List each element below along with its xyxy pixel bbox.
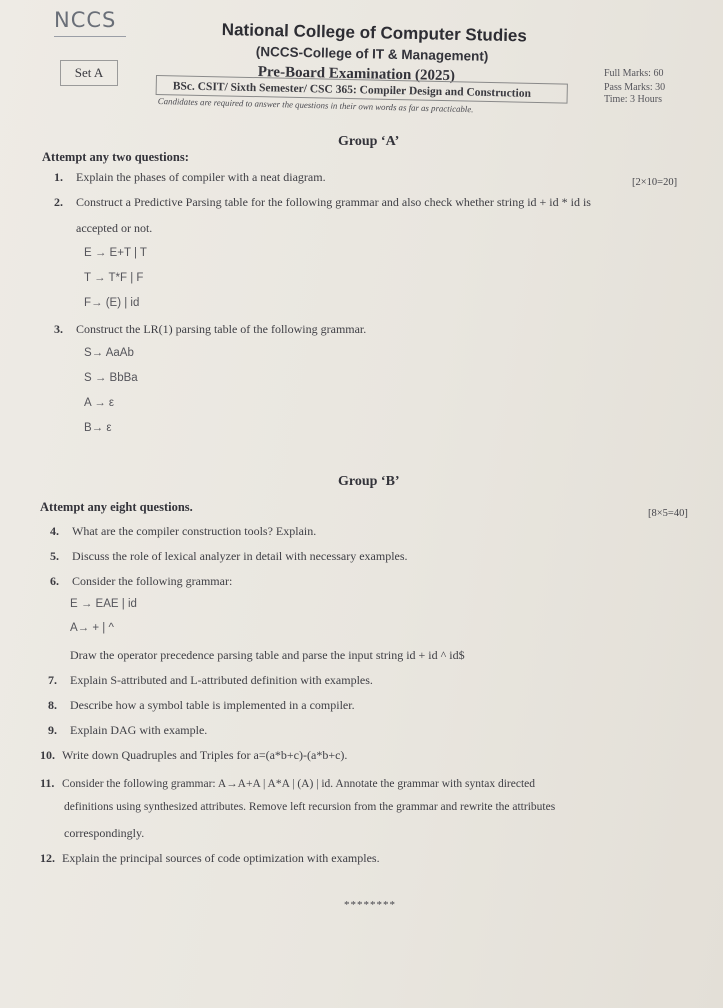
- question-text: Construct the LR(1) parsing table of the following grammar.: [76, 322, 367, 336]
- question-text: Explain S-attributed and L-attributed definition with examples.: [70, 673, 373, 687]
- college-subtitle: (NCCS-College of IT & Management): [255, 44, 489, 64]
- question-text: What are the compiler construction tools? Explain.: [72, 524, 317, 538]
- question-number: 8.: [48, 698, 57, 712]
- question-number: 9.: [48, 723, 57, 737]
- question-number: 3.: [54, 322, 63, 336]
- logo-rule: [54, 36, 126, 37]
- question-11-continued: correspondingly.: [64, 826, 145, 840]
- question-text: Consider the following grammar:: [72, 574, 233, 588]
- question-text: Describe how a symbol table is implemented in a compiler.: [70, 698, 355, 712]
- end-marker: ********: [344, 899, 396, 911]
- question-text: Write down Quadruples and Triples for a=(a*b+c)-(a*b+c).: [62, 748, 348, 762]
- grammar-rule: A→ + | ^: [70, 622, 114, 634]
- question-11: [40, 776, 535, 791]
- college-logo: NCCS: [54, 8, 117, 32]
- question-4: [50, 524, 316, 539]
- group-a-title: Group ‘A’: [338, 134, 400, 149]
- exam-time: Time: 3 Hours: [604, 94, 662, 105]
- question-number: 10.: [40, 748, 55, 762]
- grammar-rule: E → EAE | id: [70, 598, 137, 610]
- question-6-task: Draw the operator precedence parsing table and parse the input string id + id ^ id$: [70, 648, 465, 662]
- question-text: Explain the principal sources of code optimization with examples.: [62, 851, 380, 865]
- question-5: [50, 549, 408, 564]
- question-number: 1.: [54, 170, 63, 184]
- question-6: [50, 574, 232, 589]
- grammar-rule: S → BbBa: [84, 372, 138, 384]
- college-name: National College of Computer Studies: [221, 20, 528, 46]
- question-11-continued: definitions using synthesized attributes. Remove left recursion from the grammar and rewrite the attributes: [64, 801, 556, 813]
- question-number: 11.: [40, 776, 55, 790]
- question-number: 7.: [48, 673, 57, 687]
- pass-marks: Pass Marks: 30: [604, 82, 666, 93]
- group-b-marks: [8×5=40]: [648, 508, 688, 519]
- question-2: [54, 195, 591, 210]
- question-9: [48, 723, 207, 738]
- course-title: BSc. CSIT/ Sixth Semester/ CSC 365: Compiler Design and Construction: [156, 75, 568, 104]
- grammar-rule: B→ ε: [84, 422, 112, 434]
- group-b-instruction: Attempt any eight questions.: [40, 500, 193, 514]
- exam-title: Pre-Board Examination (2025): [257, 64, 456, 85]
- question-text: Explain DAG with example.: [70, 723, 208, 737]
- question-text: Construct a Predictive Parsing table for the following grammar and also check whether string id + id * id is: [76, 195, 591, 209]
- question-12: [40, 851, 380, 866]
- question-number: 2.: [54, 195, 63, 209]
- candidates-instruction: Candidates are required to answer the questions in their own words as far as practicable.: [157, 96, 474, 115]
- question-7: [48, 673, 373, 688]
- question-number: 5.: [50, 549, 59, 563]
- grammar-rule: A → ε: [84, 397, 115, 409]
- question-10: [40, 748, 347, 763]
- question-text: Consider the following grammar: A→A+A | A*A | (A) | id. Annotate the grammar with syntax directed: [62, 778, 535, 790]
- grammar-rule: T → T*F | F: [84, 272, 144, 284]
- question-number: 12.: [40, 851, 55, 865]
- set-label: Set A: [60, 60, 118, 86]
- grammar-rule: F→ (E) | id: [84, 297, 140, 309]
- question-number: 4.: [50, 524, 59, 538]
- question-text: Explain the phases of compiler with a neat diagram.: [76, 170, 326, 184]
- group-a-instruction: Attempt any two questions:: [42, 150, 189, 164]
- group-a-marks: [2×10=20]: [632, 177, 678, 188]
- grammar-rule: E → E+T | T: [84, 247, 147, 259]
- question-text: Discuss the role of lexical analyzer in detail with necessary examples.: [72, 549, 408, 563]
- question-number: 6.: [50, 574, 59, 588]
- question-2-continued: accepted or not.: [76, 221, 153, 235]
- question-1: [54, 170, 326, 185]
- group-b-title: Group ‘B’: [338, 474, 400, 489]
- grammar-rule: S→ AaAb: [84, 347, 134, 359]
- full-marks: Full Marks: 60: [604, 68, 664, 79]
- question-3: [54, 322, 366, 337]
- question-8: [48, 698, 355, 713]
